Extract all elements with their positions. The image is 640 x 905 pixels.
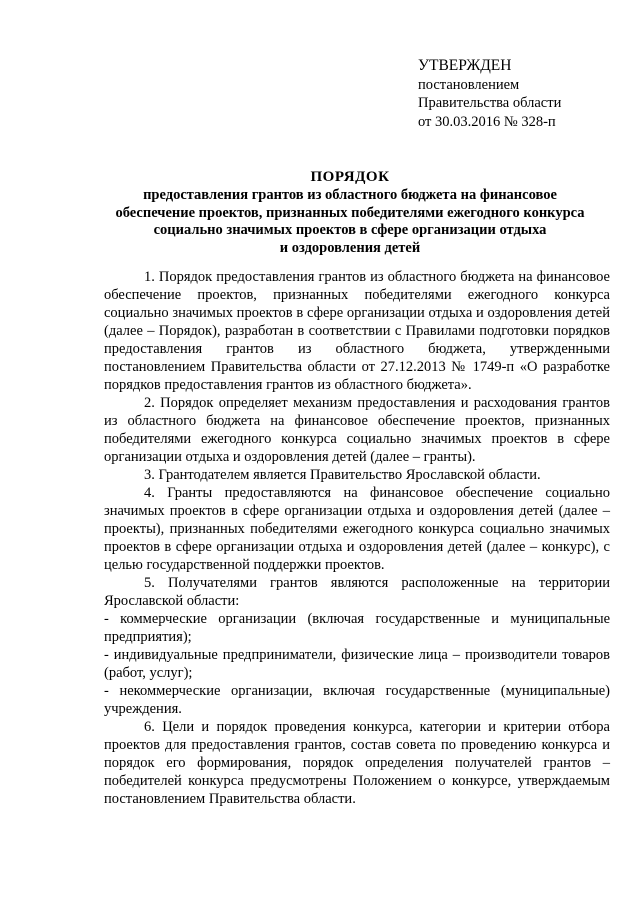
document-title-block (100, 168, 600, 257)
paragraph-6: 6. Цели и порядок проведения конкурса, категории и критерии отбора проектов для предоставления грантов, состав совета по проведению конкурса и порядок его формирования, порядок определения получателей грантов – победителей конкурса предусмотрены Положением о конкурсе, утверждаемым постановлением Правительства области. (104, 719, 610, 807)
document-subtitle-line-4: и оздоровления детей (279, 239, 421, 256)
paragraph-4: 4. Гранты предоставляются на финансовое обеспечение социально значимых проектов в сфере организации отдыха и оздоровления детей (далее – проекты), признанных победителями ежегодного конкурса социально значимых проектов в сфере организации отдыха и оздоровления детей (далее – конкурс), с целью государственной поддержки проектов. (104, 485, 610, 573)
approval-line-date: от 30.03.2016 № 328-п (418, 113, 556, 130)
paragraph-5-item-2: - индивидуальные предприниматели, физические лица – производители товаров (работ, услуг); (104, 647, 610, 681)
approval-heading: УТВЕРЖДЕН (418, 57, 512, 74)
document-subtitle-line-1: предоставления грантов из областного бюджета на финансовое (143, 187, 557, 203)
paragraph-5: 5. Получателями грантов являются расположенные на территории Ярославской области: (104, 575, 610, 609)
paragraph-5-item-3: - некоммерческие организации, включая государственные (муниципальные) учреждения. (104, 683, 610, 717)
document-title: ПОРЯДОК (310, 169, 390, 185)
document-subtitle-line-3: социально значимых проектов в сфере организации отдыха (153, 222, 547, 238)
document-body (104, 268, 610, 808)
approval-line-government: Правительства области (418, 95, 562, 111)
document-subtitle-line-2: обеспечение проектов, признанных победителями ежегодного конкурса (115, 204, 585, 221)
approval-line-decree: постановлением (418, 76, 520, 93)
paragraph-1: 1. Порядок предоставления грантов из областного бюджета на финансовое обеспечение проектов, признанных победителями ежегодного конкурса социально значимых проектов в сфере организации отдыха и оздоровления детей (далее – Порядок), разработан в соответствии с Правилами подготовки порядков предоставления грантов из областного бюджета, утвержденными постановлением Правительства области от 27.12.2013 № 1749-п «О разработке порядков предоставления грантов из областного бюджета». (104, 269, 610, 393)
paragraph-5-item-1: - коммерческие организации (включая государственные и муниципальные предприятия); (104, 611, 610, 645)
paragraph-2: 2. Порядок определяет механизм предоставления и расходования грантов из областного бюджета на финансовое обеспечение проектов, признанных победителями ежегодного конкурса социально значимых проектов в сфере организации отдыха и оздоровления детей (далее – гранты). (104, 395, 610, 465)
paragraph-3: 3. Грантодателем является Правительство Ярославской области. (144, 467, 541, 483)
approval-stamp (418, 57, 628, 131)
